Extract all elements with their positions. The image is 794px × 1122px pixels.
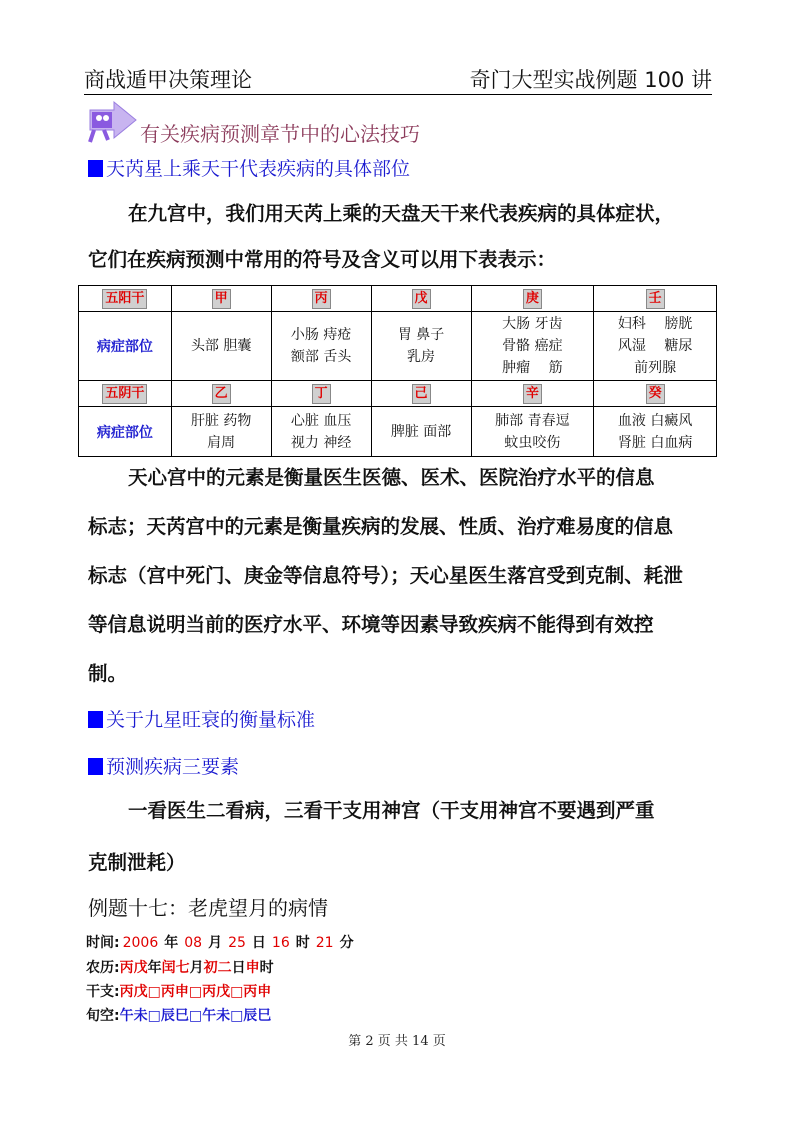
- symptom-line: 胃 鼻子: [397, 327, 445, 343]
- symptom-cell: [371, 312, 471, 381]
- stem-header-cell: [594, 286, 717, 312]
- stem-label: 甲: [212, 289, 231, 309]
- stem-header-cell: [471, 381, 594, 407]
- info-part: 初二: [203, 960, 232, 976]
- symptom-cell: [271, 407, 371, 457]
- stem-label: 癸: [646, 384, 665, 404]
- stem-header-cell: [79, 381, 172, 407]
- square-bullet-icon: [88, 711, 103, 728]
- symptom-cell: [171, 312, 271, 381]
- body-paragraph: 天心宫中的元素是衡量医生医德、医术、医院治疗水平的信息 标志；天芮宫中的元素是衡量疾病的发展、性质、治疗难易度的信息 标志（宫中死门、庚金等信息符号）；天心星医生落宫受到克制、耗泄 等信息说明当前的医疗水平、环境等因素导致疾病不能得到有效控 制。: [88, 466, 683, 685]
- info-part: 25: [228, 935, 246, 951]
- header-right: 奇门大型实战例题 100 讲: [469, 68, 712, 92]
- key-point: 一看医生二看病，三看干支用神宫（干支用神宫不要遇到严重 克制泄耗）: [88, 799, 655, 874]
- stem-label: 戊: [412, 289, 431, 309]
- symptom-line: 乳房: [407, 349, 436, 365]
- stem-header-cell: [594, 381, 717, 407]
- symptom-cell: [271, 312, 371, 381]
- symptom-cell: [594, 312, 717, 381]
- info-part: 08: [184, 935, 203, 951]
- stem-header-cell: [271, 286, 371, 312]
- info-part: 闰七: [161, 960, 190, 976]
- info-part: 分: [339, 935, 354, 951]
- symptom-cell: [594, 407, 717, 457]
- info-part: 丙戊: [119, 960, 148, 976]
- heading-tianrui: 天芮星上乘天干代表疾病的具体部位: [88, 154, 410, 181]
- symptom-line: 肺部 青春逗: [495, 412, 570, 429]
- symptom-line: 肩周: [207, 434, 236, 451]
- stem-label: 丁: [312, 384, 331, 404]
- square-bullet-icon: [88, 160, 103, 177]
- info-part: 日: [251, 935, 266, 951]
- symptom-cell: [471, 312, 594, 381]
- symptom-line: 肿瘤 筋: [502, 360, 563, 376]
- stem-header-cell: [171, 286, 271, 312]
- stem-header-cell: [371, 286, 471, 312]
- symptom-cell: [471, 407, 594, 457]
- stem-label: 辛: [523, 384, 542, 404]
- info-part: 2006: [122, 935, 159, 951]
- pointing-arrow-mascot-icon: [86, 100, 138, 144]
- info-part: 申: [245, 960, 260, 976]
- info-ganzhi: 干支:丙戊□丙申□丙戊□丙申: [86, 984, 272, 1000]
- symptom-line: 脾脏 面部: [390, 423, 452, 440]
- square-bullet-icon: [88, 758, 103, 775]
- stem-label: 庚: [523, 289, 542, 309]
- symptom-line: 妇科 膀胱: [617, 316, 693, 332]
- symptom-line: 小肠 痔疮: [290, 327, 352, 343]
- info-part: 时: [259, 960, 274, 976]
- info-part: 月: [189, 960, 204, 976]
- stem-label: 壬: [646, 289, 665, 309]
- header-divider: [84, 94, 712, 95]
- info-part: 16: [271, 935, 290, 951]
- symptom-line: 风湿 糖尿: [617, 338, 693, 354]
- stem-label: 五阳干: [102, 289, 147, 309]
- info-part: 月: [208, 935, 223, 951]
- stem-label: 己: [412, 384, 431, 404]
- stem-header-cell: [79, 286, 172, 312]
- symptom-line: 肾脏 白血病: [617, 434, 693, 451]
- info-xunkong: 旬空:午未□辰巳□午未□辰巳: [86, 1008, 272, 1024]
- stem-header-cell: [171, 381, 271, 407]
- info-time: 时间: 2006 年 08 月 25 日 16 时 21 分: [86, 935, 354, 951]
- symptom-line: 骨骼 癌症: [502, 338, 563, 354]
- row-label: 病症部位: [79, 407, 172, 457]
- stem-label: 丙: [312, 289, 331, 309]
- stem-disease-table: [78, 285, 717, 457]
- info-part: 21: [315, 935, 334, 951]
- stem-header-cell: [471, 286, 594, 312]
- heading-star-strength: 关于九星旺衰的衡量标准: [88, 705, 315, 732]
- stem-header-cell: [371, 381, 471, 407]
- symptom-line: 头部 胆囊: [190, 338, 252, 354]
- row-label: 病症部位: [79, 312, 172, 381]
- symptom-cell: [171, 407, 271, 457]
- info-part: 日: [231, 960, 246, 976]
- symptom-line: 额部 舌头: [290, 349, 352, 365]
- section-title: 有关疾病预测章节中的心法技巧: [140, 122, 420, 146]
- symptom-cell: [371, 407, 471, 457]
- info-lunar: 农历:丙戊年闰七月初二日申时: [86, 960, 274, 976]
- symptom-line: 前列腺: [634, 360, 677, 376]
- symptom-line: 大肠 牙齿: [502, 316, 563, 332]
- info-part: 年: [164, 935, 179, 951]
- symptom-line: 蚊虫咬伤: [504, 434, 561, 451]
- symptom-line: 心脏 血压: [290, 412, 352, 429]
- header-left: 商战遁甲决策理论: [84, 68, 252, 92]
- stem-header-cell: [271, 381, 371, 407]
- stem-label: 五阴干: [102, 384, 147, 404]
- heading-three-elements: 预测疾病三要素: [88, 752, 239, 779]
- symptom-line: 视力 神经: [290, 434, 352, 451]
- symptom-line: 血液 白癜风: [617, 412, 693, 429]
- symptom-line: 肝脏 药物: [190, 412, 252, 429]
- example-title: 例题十七：老虎望月的病情: [88, 896, 328, 920]
- info-part: 年: [147, 960, 162, 976]
- stem-label: 乙: [212, 384, 231, 404]
- intro-paragraph: 在九宫中，我们用天芮上乘的天盘天干来代表疾病的具体症状， 它们在疾病预测中常用的符号及含义可以用下表表示：: [88, 202, 675, 271]
- info-part: 时: [295, 935, 310, 951]
- page-footer: 第 2 页 共 14 页: [348, 1034, 446, 1049]
